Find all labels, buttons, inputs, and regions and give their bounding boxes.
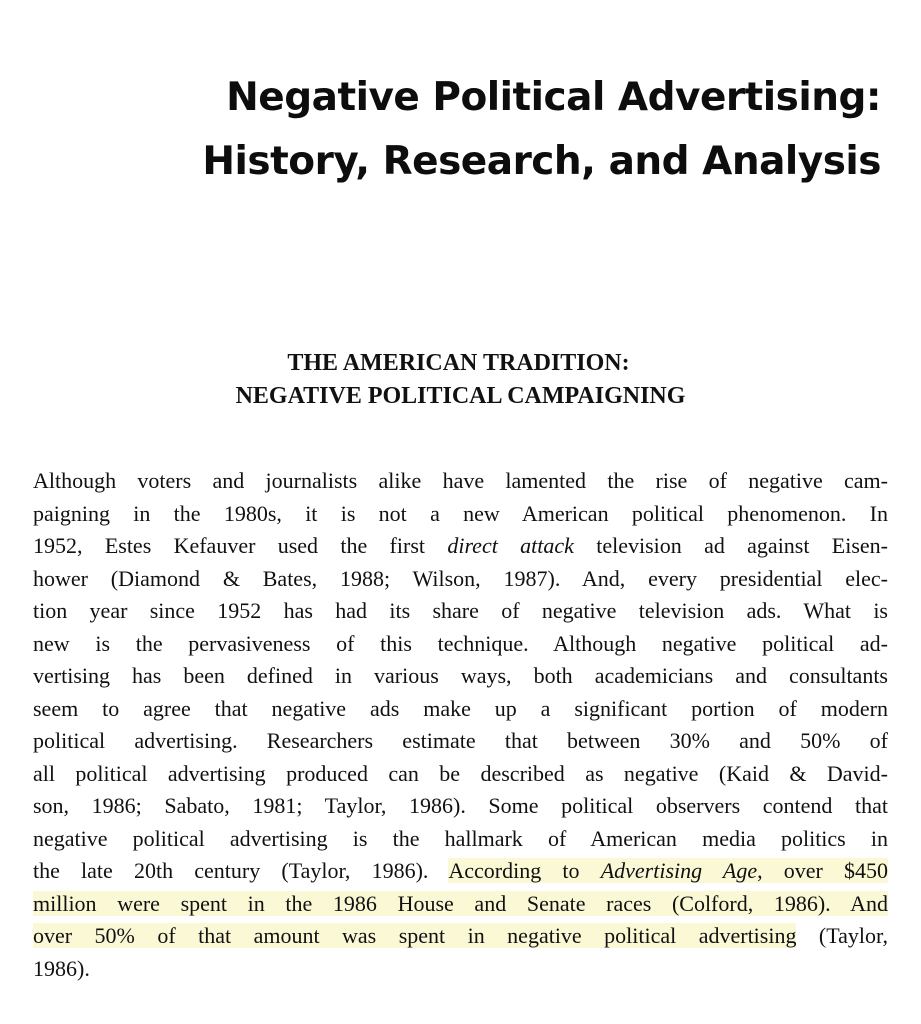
paragraph-line: vertising has been defined in various ways, both academicians and consultants — [33, 663, 888, 688]
paragraph-line — [33, 920, 888, 953]
paragraph-line: political advertising. Researchers estimate that between 30% and 50% of — [33, 728, 888, 753]
paragraph-line: all political advertising produced can be described as negative (Kaid & David- — [33, 760, 888, 786]
emphasis-text: Advertising Age — [600, 858, 758, 883]
highlighted-segment: According to — [448, 858, 601, 883]
paragraph-text: the late 20th century (Taylor, 1986). — [33, 858, 449, 883]
highlighted-text: million were spent in the 1986 House and Senate races (Colford, 1986). And — [33, 890, 888, 916]
paragraph-line: tion year since 1952 has had its share of negative television ads. What is — [33, 598, 888, 623]
paragraph-line: hower (Diamond & Bates, 1988; Wilson, 1987). And, every presidential elec- — [33, 565, 888, 591]
section-heading-line-1: THE AMERICAN TRADITION: — [287, 350, 630, 376]
paragraph-text: (Taylor, — [796, 923, 888, 948]
title-line-2: History, Research, and Analysis — [202, 139, 881, 184]
paragraph-line — [33, 888, 888, 921]
paragraph-text: television ad against Eisen- — [573, 533, 888, 558]
paragraph-line: seem to agree that negative ads make up a significant portion of modern — [33, 695, 888, 721]
emphasis-text: direct attack — [447, 533, 574, 558]
paragraph-line — [33, 855, 888, 888]
paragraph-line: Although voters and journalists alike have lamented the rise of negative cam- — [33, 468, 888, 493]
title-line-1: Negative Political Advertising: — [226, 75, 881, 120]
highlighted-text — [448, 858, 888, 883]
document-title — [202, 66, 881, 194]
highlighted-segment: , over $450 — [757, 858, 889, 883]
body-paragraph — [33, 465, 888, 985]
paragraph-text: 1952, Estes Kefauver used the first — [33, 533, 448, 558]
section-heading-line-2: NEGATIVE POLITICAL CAMPAIGNING — [235, 383, 686, 409]
paragraph-line: son, 1986; Sabato, 1981; Taylor, 1986). Some political observers contend that — [33, 793, 888, 818]
paragraph-line: paigning in the 1980s, it is not a new American political phenomenon. In — [33, 500, 888, 526]
paragraph-line — [33, 530, 888, 563]
section-heading — [0, 347, 921, 413]
paragraph-line: new is the pervasiveness of this technique. Although negative political ad- — [33, 630, 888, 656]
paragraph-line: 1986). — [33, 955, 90, 981]
highlighted-text: over 50% of that amount was spent in negative political advertising — [33, 923, 797, 948]
paragraph-line: negative political advertising is the hallmark of American media politics in — [33, 825, 888, 851]
